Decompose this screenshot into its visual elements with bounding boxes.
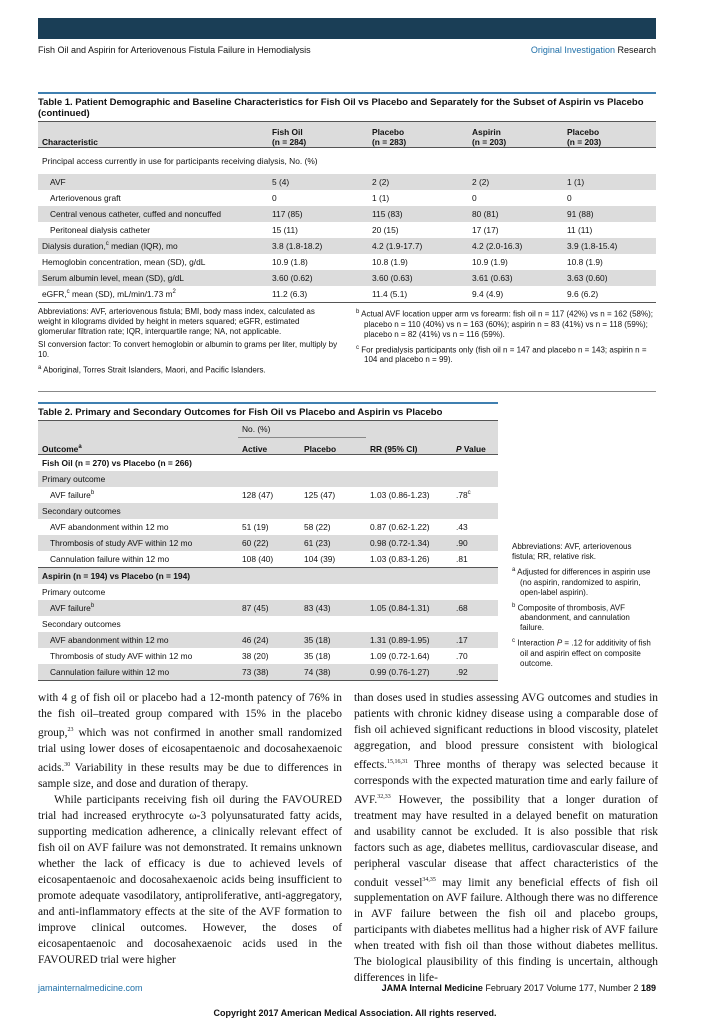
- table-row: Peritoneal dialysis catheter 15 (11) 20 (15) 17 (17) 11 (11): [50, 225, 593, 235]
- table1: [38, 92, 656, 392]
- table-row: Arteriovenous graft 0 1 (1) 0 0: [50, 193, 572, 203]
- body-left-column: [38, 690, 342, 968]
- group-label: Principal access currently in use for participants receiving dialysis, No. (%): [42, 156, 318, 166]
- table-row: eGFR,$^c$ mean (SD), mL/min/1.73 $m^2$ 11.2 (6.3) 11.4 (5.1) 9.4 (4.9) 9.6 (6.2): [38, 286, 656, 303]
- table-row: AVF 5 (4) 2 (2) 2 (2) 1 (1): [38, 174, 656, 190]
- table-row: Thrombosis of study AVF within 12 mo 38 (20) 35 (18) 1.09 (0.72-1.64) .70: [50, 651, 468, 661]
- table1-grid: [38, 121, 656, 303]
- side-note-b: $^b$ Composite of thrombosis, AVF abandonment, and cannulation failure.: [512, 602, 630, 633]
- table2-header-row-2: [38, 438, 498, 455]
- col-rr: RR (95% CI): [370, 444, 418, 454]
- body-right-column: [354, 690, 658, 986]
- side-note-a: $^a$ Adjusted for differences in aspirin use (no aspirin, randomized to aspirin, open-label aspirin).: [512, 567, 651, 597]
- table-row: AVF failure$^b$ 87 (45) 83 (43) 1.05 (0.84-1.31) .68: [38, 600, 498, 616]
- table-row: AVF failure$^b$ 128 (47) 125 (47) 1.03 (0.86-1.23) .78$^c$: [50, 490, 471, 500]
- site-link[interactable]: jamainternalmedicine.com: [38, 983, 143, 993]
- side-note-c: $^c$ Interaction P = .12 for additivity of fish oil and aspirin effect on composite outcome.: [512, 638, 651, 668]
- col-aspirin: Aspirin (n = 203): [472, 127, 507, 147]
- table1-header-row: [38, 122, 656, 148]
- col-fish-oil: Fish Oil (n = 284): [272, 127, 307, 147]
- table-row: AVF abandonment within 12 mo 51 (19) 58 (22) 0.87 (0.62-1.22) .43: [50, 522, 468, 532]
- no-pct-label: No. (%): [238, 421, 366, 438]
- table2-side-notes: [512, 542, 652, 672]
- table-row: Serum albumin level, mean (SD), g/dL 3.60 (0.62) 3.60 (0.63) 3.61 (0.63) 3.63 (0.60): [38, 270, 656, 286]
- table-row: Primary outcome: [38, 471, 498, 487]
- table2: [38, 402, 498, 681]
- side-abbrev: Abbreviations: AVF, arteriovenous fistula; RR, relative risk.: [512, 542, 632, 561]
- col-pvalue: P Value: [456, 444, 486, 454]
- table-row: Secondary outcomes: [42, 619, 121, 629]
- col-characteristic: Characteristic: [42, 137, 98, 147]
- journal-info: JAMA Internal Medicine February 2017 Volume 177, Number 2 189: [381, 983, 656, 993]
- col-active: Active: [242, 444, 268, 454]
- table2-title: Table 2. Primary and Secondary Outcomes for Fish Oil vs Placebo and Aspirin vs Placebo: [38, 402, 498, 420]
- footnote-c: $^c$ For predialysis participants only (fish oil n = 147 and placebo n = 143; aspirin n = 104 and placebo n = 99).: [356, 344, 647, 365]
- table-row: Dialysis duration,$^c$ median (IQR), mo 3.8 (1.8-18.2) 4.2 (1.9-17.7) 4.2 (2.0-16.3) 3.9 (1.8-15.4): [38, 238, 656, 254]
- footnote-a: $^a$ Aboriginal, Torres Strait Islanders, Maori, and Pacific Islanders.: [38, 365, 266, 375]
- table-row: AVF abandonment within 12 mo 46 (24) 35 (18) 1.31 (0.89-1.95) .17: [38, 632, 498, 648]
- table-row: Fish Oil (n = 270) vs Placebo (n = 266): [42, 458, 192, 468]
- table-row: Central venous catheter, cuffed and noncuffed 117 (85) 115 (83) 80 (81) 91 (88): [38, 206, 656, 222]
- paragraph: than doses used in studies assessing AVG outcomes and studies in patients with chronic kidney disease using a comparable dose of fish oil achieved significant reductions in blood viscosity, platelet aggregation, and blood pressure consistent with biological effects.$^{15,16,31}$ Three months of therapy was selected because it corresponds with the expected maturation time and early failure of AVF.$^{32,33}$ However, the possibility that a longer duration of treatment may have resulted in a delayed benefit on maturation and usability cannot be excluded. It is also possible that risk factors such as age, diabetes mellitus, cardiovascular disease, and peripheral vascular disease that affect characteristics of the conduit vessel$^{34,35}$ may limit any beneficial effects of fish oil supplementation on AVF failure. Although there was no difference in AVF failure between the fish oil and placebo groups, participants with diabetes mellitus had a higher risk of AVF failure when treated with fish oil than those without diabetes mellitus. The biological plausibility of this finding is uncertain, although differences in life-: [354, 692, 658, 985]
- si-note: SI conversion factor: To convert hemoglobin or albumin to grams per liter, multiply by 10.: [38, 340, 338, 359]
- running-title: Fish Oil and Aspirin for Arteriovenous Fistula Failure in Hemodialysis: [38, 45, 311, 55]
- table-row: [38, 148, 656, 175]
- table-row: Primary outcome: [42, 587, 106, 597]
- table-row: Aspirin (n = 194) vs Placebo (n = 194): [38, 568, 498, 585]
- header-bar: [38, 18, 656, 39]
- footnote-b: $^b$ Actual AVF location upper arm vs forearm: fish oil n = 117 (42%) vs n = 162 (58%); placebo n = 110 (40%) vs n = 163 (60%); aspirin n = 83 (41%) vs n = 118 (59%); placebo n = 82 (41%) vs n = 116 (59%).: [356, 309, 653, 339]
- copyright: Copyright 2017 American Medical Association. All rights reserved.: [213, 1008, 497, 1018]
- table-row: Secondary outcomes: [38, 503, 498, 519]
- col-placebo-2: Placebo (n = 203): [567, 127, 602, 147]
- paragraph: While participants receiving fish oil during the FAVOURED trial had increased erythrocyte ω-3 polyunsaturated fatty acids, supporting medication adherence, a clinically relevant effect of fish oil on AVF failure was not demonstrated. It remains unknown whether the lack of efficacy is due to achieved levels of eicosapentaenoic and docosahexaenoic acids being insufficient to promote adequate vasodilatory, antiproliferative, anti-aggregatory, and anti-inflammatory effects at the site of the AVF formation to improve clinical outcomes. However, the doses of eicosapentaenoic and docosahexaenoic acids used in the FAVOURED trial were higher: [38, 793, 342, 966]
- col-outcome: Outcome$^a$: [42, 444, 82, 454]
- col-placebo-1: Placebo (n = 283): [372, 127, 407, 147]
- table-row: Cannulation failure within 12 mo 73 (38) 74 (38) 0.99 (0.76-1.27) .92: [38, 664, 498, 681]
- table-row: Cannulation failure within 12 mo 108 (40) 104 (39) 1.03 (0.83-1.26) .81: [50, 554, 468, 564]
- table1-title: Table 1. Patient Demographic and Baseline Characteristics for Fish Oil vs Placebo and Separately for the Subset of Aspirin vs Placebo (continued): [38, 92, 656, 121]
- col-placebo: Placebo: [304, 444, 337, 454]
- paragraph: with 4 g of fish oil or placebo had a 12-month patency of 76% in the fish oil–treated group compared with 15% in the placebo group,$^{23}$ which was not confirmed in another small randomized trial using lower doses of eicosapentaenoic and docosahexaenoic acids.$^{30}$ Variability in these results may be due to differences in sample size, and dose and duration of therapy.: [38, 692, 342, 790]
- table2-header-row-1: [38, 421, 498, 438]
- table1-footnotes: [38, 307, 656, 392]
- table2-grid: [38, 420, 498, 681]
- section-label: Original Investigation Research: [530, 45, 656, 55]
- table-row: Hemoglobin concentration, mean (SD), g/dL 10.9 (1.8) 10.8 (1.9) 10.9 (1.9) 10.8 (1.9): [42, 257, 603, 267]
- table-row: Thrombosis of study AVF within 12 mo 60 (22) 61 (23) 0.98 (0.72-1.34) .90: [38, 535, 498, 551]
- abbrev-note: Abbreviations: AVF, arteriovenous fistula; BMI, body mass index, calculated as weight in kilograms divided by height in meters squared; eGFR, estimated glomerular filtration rate; IQR, interquartile range; NA, not applicable.: [38, 307, 315, 336]
